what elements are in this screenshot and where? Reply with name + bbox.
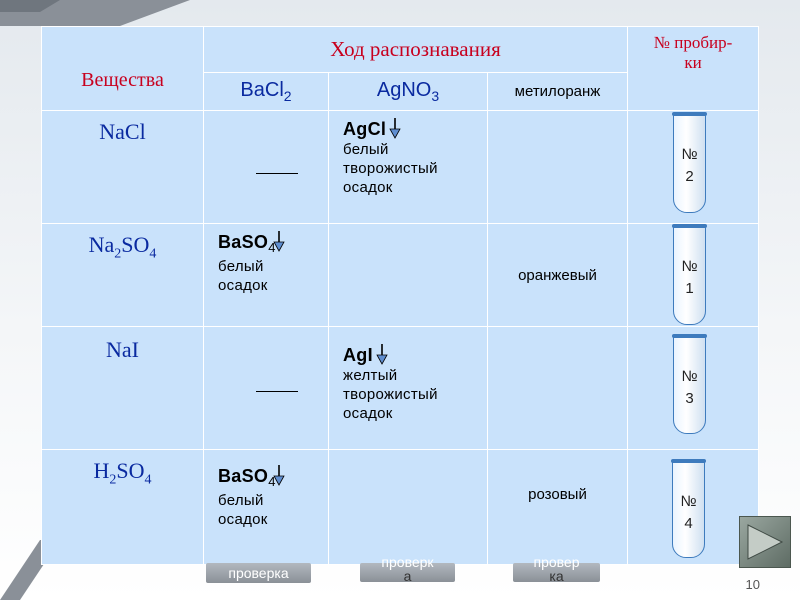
precipitate-arrow-icon xyxy=(272,464,286,486)
header-substances: Вещества xyxy=(42,27,204,111)
substance-cell: $Na_2SO_4$ xyxy=(42,224,204,327)
table-row xyxy=(42,327,759,450)
substance-cell: NaI xyxy=(42,327,204,450)
header-process: Ход распознавания xyxy=(204,27,628,73)
no-reaction-dash xyxy=(256,391,298,392)
next-slide-button[interactable] xyxy=(739,516,791,568)
methylorange-cell: розовый xyxy=(488,450,628,565)
header-bacl2: BaCl$_2$ xyxy=(204,73,329,111)
check-button-2[interactable]: проверк а xyxy=(360,563,455,582)
bacl2-cell xyxy=(204,111,329,224)
methylorange-cell xyxy=(488,327,628,450)
bacl2-cell: BaSO$_4$ белый осадок xyxy=(204,450,329,565)
table-row xyxy=(42,224,759,327)
agno3-cell: AgCl белый творожистый осадок xyxy=(329,111,488,224)
agno3-cell xyxy=(329,224,488,327)
header-agno3: AgNO$_3$ xyxy=(329,73,488,111)
precipitate-arrow-icon xyxy=(272,230,286,252)
methylorange-cell xyxy=(488,111,628,224)
check-button-3[interactable]: провер ка xyxy=(513,563,600,582)
bacl2-cell xyxy=(204,327,329,450)
bacl2-cell: BaSO$_4$ белый осадок xyxy=(204,224,329,327)
substance-cell: $H_2SO_4$ xyxy=(42,450,204,565)
test-tube-4[interactable]: № 4 xyxy=(672,460,705,558)
corner-decoration-top xyxy=(0,0,200,26)
agno3-cell xyxy=(329,450,488,565)
header-methylorange: метилоранж xyxy=(488,73,628,111)
recognition-table xyxy=(41,26,759,565)
check-button-1[interactable]: проверка xyxy=(206,563,311,583)
test-tube-1[interactable]: № 1 xyxy=(673,225,706,325)
test-tube-3[interactable]: № 3 xyxy=(673,335,706,434)
page-number: 10 xyxy=(745,577,760,592)
table-row xyxy=(42,450,759,565)
precipitate-arrow-icon xyxy=(375,343,389,365)
header-tube-number: № пробир- ки xyxy=(628,27,759,111)
precipitate-arrow-icon xyxy=(388,117,402,139)
methylorange-cell: оранжевый xyxy=(488,224,628,327)
no-reaction-dash xyxy=(256,173,298,174)
test-tube-2[interactable]: № 2 xyxy=(673,113,706,213)
agno3-cell: AgI желтый творожистый осадок xyxy=(329,327,488,450)
substance-cell: NaCl xyxy=(42,111,204,224)
table-row xyxy=(42,111,759,224)
play-arrow-icon xyxy=(740,517,790,567)
